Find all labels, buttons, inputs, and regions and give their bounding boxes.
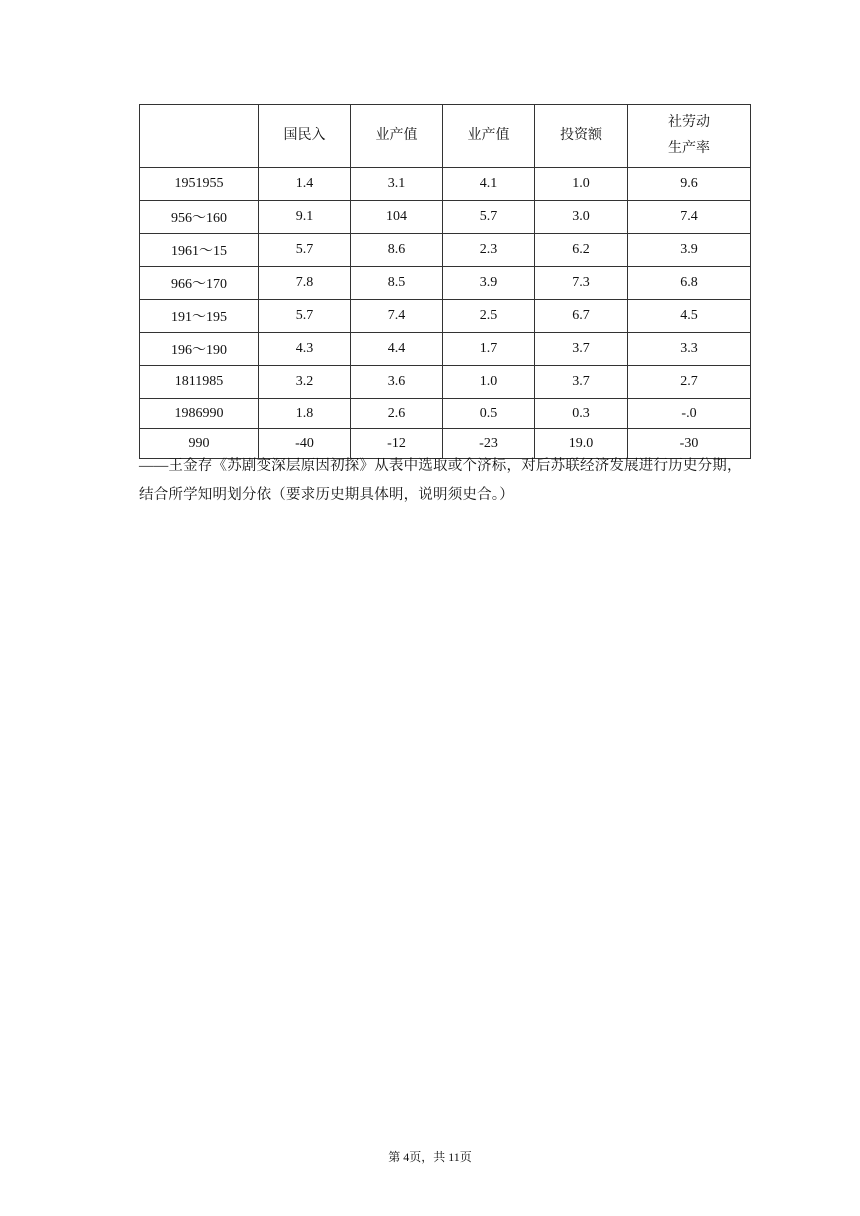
table-row — [140, 267, 751, 300]
table-cell: 6.7 — [535, 300, 628, 333]
table-cell: 3.7 — [535, 366, 628, 399]
table-cell: 7.8 — [259, 267, 351, 300]
table-cell: 6.2 — [535, 234, 628, 267]
table-cell: 1.0 — [443, 366, 535, 399]
header-cell-investment: 投资额 — [535, 105, 628, 168]
table-cell: 4.1 — [443, 168, 535, 201]
table-row — [140, 399, 751, 429]
table-cell: 0.5 — [443, 399, 535, 429]
source-note-line: ——王金存《苏剧变深层原因初探》从表中选取或个济标，对后苏联经济发展进行历史分期， — [139, 458, 742, 474]
table-cell: 8.5 — [351, 267, 443, 300]
table-cell: 7.4 — [351, 300, 443, 333]
table-cell: 1986990 — [140, 399, 259, 429]
table-cell: 1.0 — [535, 168, 628, 201]
table-cell: 7.3 — [535, 267, 628, 300]
table-cell: -40 — [259, 429, 351, 459]
table-cell: 1.7 — [443, 333, 535, 366]
table-cell: -30 — [628, 429, 751, 459]
table-cell: 19.0 — [535, 429, 628, 459]
table-cell: 3.2 — [259, 366, 351, 399]
table-cell: 9.6 — [628, 168, 751, 201]
table-cell: 3.6 — [351, 366, 443, 399]
economic-data-table — [139, 104, 751, 459]
table-cell: 1961～15 — [140, 234, 259, 267]
table-cell: 196～190 — [140, 333, 259, 366]
table-cell: 1.4 — [259, 168, 351, 201]
table-cell: 966～170 — [140, 267, 259, 300]
table-cell: 3.0 — [535, 201, 628, 234]
table-cell: 2.6 — [351, 399, 443, 429]
table-cell: 4.5 — [628, 300, 751, 333]
table-cell: 5.7 — [259, 300, 351, 333]
table-cell: 3.1 — [351, 168, 443, 201]
table-cell: 9.1 — [259, 201, 351, 234]
table-cell: 3.3 — [628, 333, 751, 366]
table-cell: -23 — [443, 429, 535, 459]
table-cell: 4.3 — [259, 333, 351, 366]
question-line: 结合所学知明划分依（要求历史期具体明，说明须史合。） — [139, 487, 514, 503]
table-cell: 6.8 — [628, 267, 751, 300]
table-cell: -12 — [351, 429, 443, 459]
table-cell: 4.4 — [351, 333, 443, 366]
table-cell: 0.3 — [535, 399, 628, 429]
table-cell: 2.5 — [443, 300, 535, 333]
table-cell: 3.9 — [443, 267, 535, 300]
table-cell: 7.4 — [628, 201, 751, 234]
table-cell: 1951955 — [140, 168, 259, 201]
table-cell: 3.7 — [535, 333, 628, 366]
table-cell: 1811985 — [140, 366, 259, 399]
table-row — [140, 168, 751, 201]
header-cell-labor-productivity: 社劳动 生产率 — [628, 105, 751, 168]
table-cell: 104 — [351, 201, 443, 234]
table-cell: 2.3 — [443, 234, 535, 267]
table-row — [140, 234, 751, 267]
header-cell-national-income: 国民入 — [259, 105, 351, 168]
table-row — [140, 333, 751, 366]
source-note — [139, 452, 759, 510]
header-cell-agricultural-output: 业产值 — [443, 105, 535, 168]
page-number: 第 4页，共 11页 — [388, 1150, 472, 1164]
header-cell-period — [140, 105, 259, 168]
header-cell-industrial-output: 业产值 — [351, 105, 443, 168]
table-header-row — [140, 105, 751, 168]
table-cell: 2.7 — [628, 366, 751, 399]
table-cell: 5.7 — [443, 201, 535, 234]
table-cell: 5.7 — [259, 234, 351, 267]
table-cell: 8.6 — [351, 234, 443, 267]
table-row — [140, 300, 751, 333]
table-cell: 3.9 — [628, 234, 751, 267]
table-row — [140, 201, 751, 234]
table-cell: -.0 — [628, 399, 751, 429]
table-cell: 191～195 — [140, 300, 259, 333]
table-row — [140, 366, 751, 399]
table-cell: 990 — [140, 429, 259, 459]
table-cell: 1.8 — [259, 399, 351, 429]
table-cell: 956～160 — [140, 201, 259, 234]
